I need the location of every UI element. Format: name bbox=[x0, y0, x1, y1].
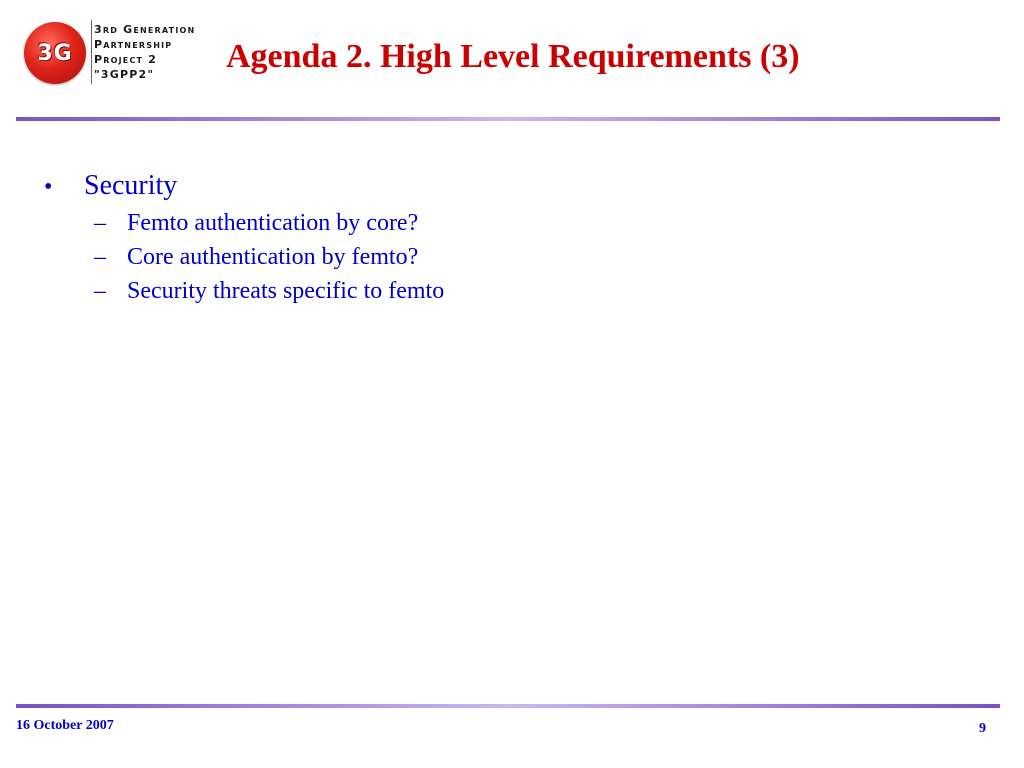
sub-item bbox=[44, 244, 444, 278]
sub-item-text: Security threats specific to femto bbox=[127, 278, 445, 304]
sub-item-text: Femto authentication by core? bbox=[127, 210, 419, 236]
logo-mark: 3G bbox=[37, 40, 73, 66]
dash-icon: – bbox=[94, 244, 106, 270]
logo-line-2: Partnership bbox=[94, 38, 173, 51]
logo-line-3: Project 2 bbox=[94, 53, 158, 66]
sub-item bbox=[44, 278, 444, 312]
dash-icon: – bbox=[94, 210, 106, 236]
bullet-icon: • bbox=[44, 174, 53, 200]
page-number: 9 bbox=[979, 721, 986, 736]
logo-divider bbox=[91, 20, 92, 84]
3gpp2-logo bbox=[20, 18, 240, 88]
logo-line-1: 3rd Generation bbox=[94, 23, 196, 36]
header-divider bbox=[16, 117, 1000, 121]
sub-item-text: Core authentication by femto? bbox=[127, 244, 419, 270]
slide-content bbox=[44, 170, 444, 312]
dash-icon: – bbox=[94, 278, 106, 304]
bullet-text: Security bbox=[84, 170, 178, 201]
slide-title: Agenda 2. High Level Requirements (3) bbox=[226, 38, 800, 75]
sub-item bbox=[44, 210, 444, 244]
bullet-item-security bbox=[44, 170, 444, 210]
logo-text bbox=[94, 22, 195, 82]
logo-line-4: "3GPP2" bbox=[94, 68, 155, 81]
footer-date: 16 October 2007 bbox=[16, 718, 114, 733]
footer-divider bbox=[16, 704, 1000, 708]
